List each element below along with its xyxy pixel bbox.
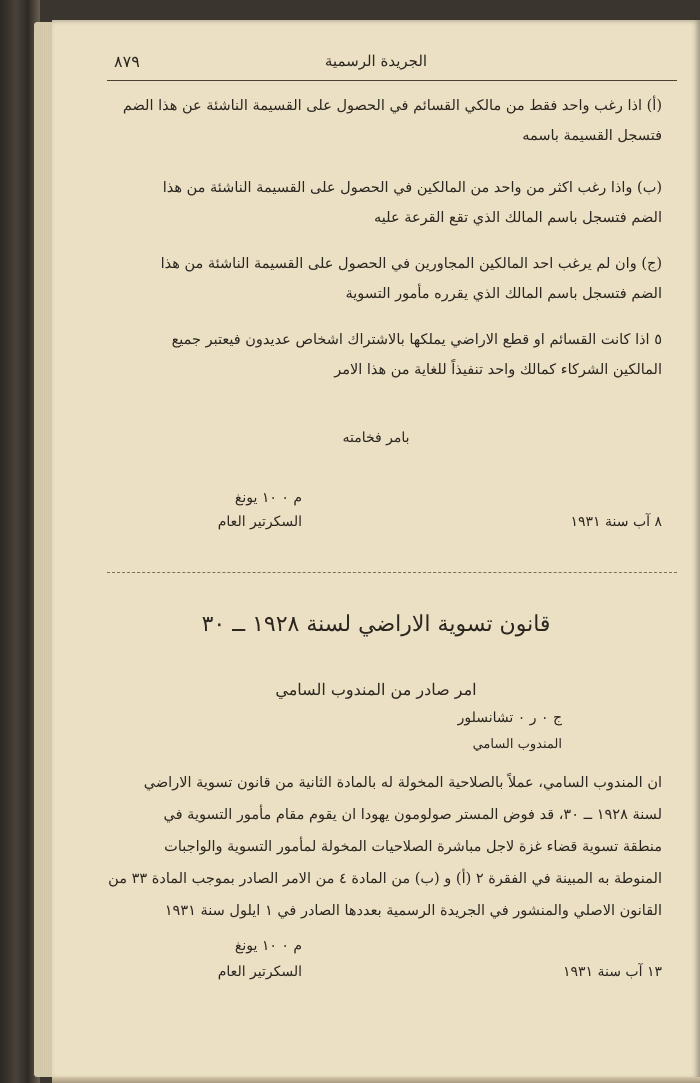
body-line-3: منطقة تسوية قضاء غزة لاجل مباشرة الصلاحيات المخولة لمأمور التسوية والواجبات bbox=[164, 839, 662, 855]
header-rule bbox=[107, 80, 677, 81]
page-number: ٨٧٩ bbox=[114, 52, 140, 71]
para-c-line-1: (ج) وان لم يرغب احد المالكين المجاورين في الحصول على القسيمة الناشئة من هذا bbox=[160, 256, 662, 272]
document-page bbox=[52, 20, 700, 1080]
body-line-1: ان المندوب السامي، عملاً بالصلاحية المخولة له بالمادة الثانية من قانون تسوية الاراضي bbox=[143, 775, 662, 791]
para-5-line-1: ٥ اذا كانت القسائم او قطع الاراضي يملكها بالاشتراك اشخاص عديدون فيعتبر جميع bbox=[171, 332, 662, 348]
para-b-line-1: (ب) واذا رغب اكثر من واحد من المالكين في الحصول على القسيمة الناشئة من هذا bbox=[162, 180, 662, 196]
law-subtitle: امر صادر من المندوب السامي bbox=[275, 680, 477, 699]
by-order-line: بامر فخامته bbox=[342, 430, 410, 446]
body-line-2: لسنة ١٩٢٨ ــ ٣٠، قد فوض المستر صولومون يهودا ان يقوم مقام مأمور التسوية في bbox=[163, 807, 662, 823]
issuer-name: ج ٠ ر ٠ تشانسلور bbox=[457, 710, 562, 726]
signature-name-1: م ٠ ١٠ يونغ bbox=[234, 490, 302, 506]
date-1: ٨ آب سنة ١٩٣١ bbox=[570, 514, 662, 530]
para-c-line-2: الضم فتسجل باسم المالك الذي يقرره مأمور التسوية bbox=[345, 286, 662, 302]
body-line-4: المنوطة به المبينة في الفقرة ٢ (أ) و (ب) من المادة ٤ من الامر الصادر بموجب المادة ٣٣ من bbox=[108, 871, 662, 887]
signature-name-2: م ٠ ١٠ يونغ bbox=[234, 938, 302, 954]
page-header-title: الجريدة الرسمية bbox=[324, 52, 428, 70]
para-a-line-1: (أ) اذا رغب واحد فقط من مالكي القسائم في الحصول على القسيمة الناشئة عن هذا الضم bbox=[122, 98, 662, 114]
para-b-line-2: الضم فتسجل باسم المالك الذي تقع القرعة عليه bbox=[374, 210, 662, 226]
section-divider bbox=[107, 572, 677, 573]
page-bottom-edge bbox=[52, 1077, 700, 1083]
para-a-line-2: فتسجل القسيمة باسمه bbox=[522, 128, 662, 144]
law-title: قانون تسوية الاراضي لسنة ١٩٢٨ ــ ٣٠ bbox=[201, 612, 551, 637]
date-2: ١٣ آب سنة ١٩٣١ bbox=[562, 964, 662, 980]
para-5-line-2: المالكين الشركاء كمالك واحد تنفيذاً للغاية من هذا الامر bbox=[334, 362, 662, 378]
body-line-5: القانون الاصلي والمنشور في الجريدة الرسمية بعددها الصادر في ١ ايلول سنة ١٩٣١ bbox=[164, 903, 662, 919]
signature-title-1: السكرتير العام bbox=[217, 514, 302, 530]
issuer-title: المندوب السامي bbox=[472, 737, 562, 752]
signature-title-2: السكرتير العام bbox=[217, 964, 302, 980]
